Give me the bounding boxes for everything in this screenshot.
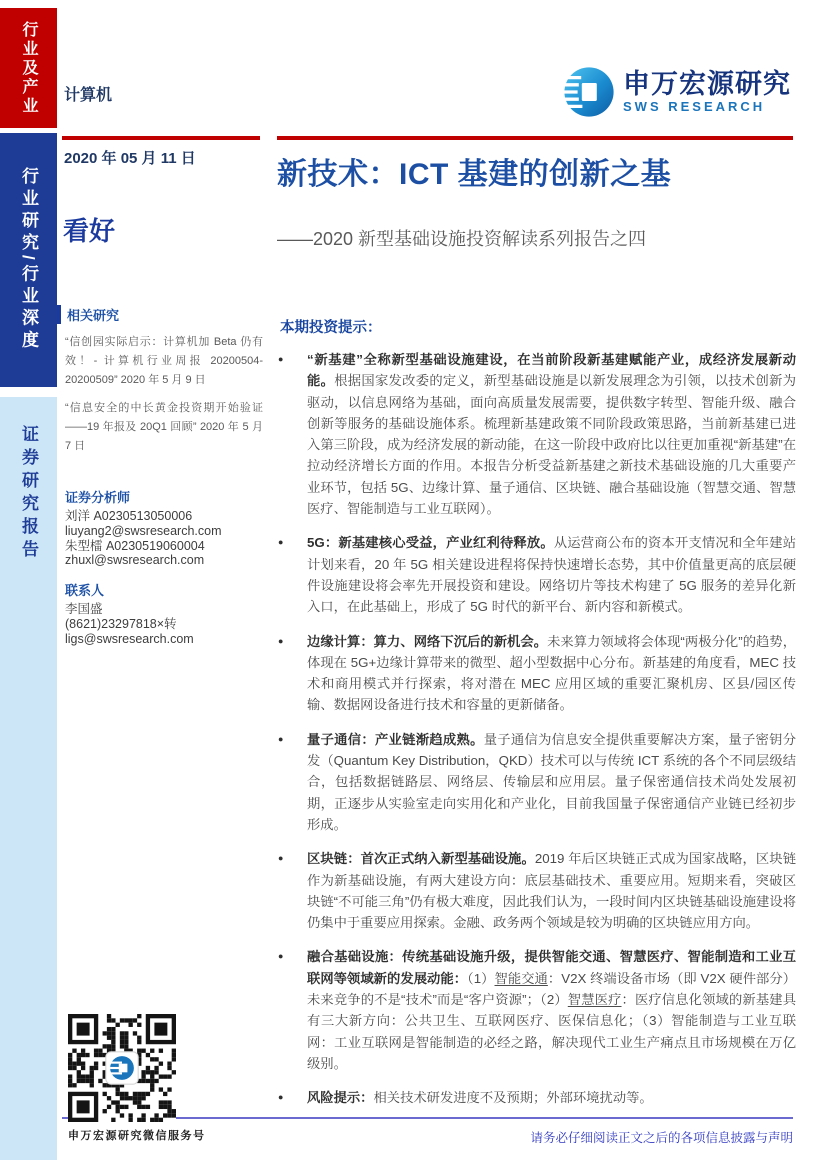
analyst-list bbox=[65, 509, 265, 568]
bullet-segment: 量子通信为信息安全提供重要解决方案，量子密钥分发（Quantum Key Distribution，QKD）技术可以与传统 ICT 系统的各个不同层级结合，包括数据链路层、网络层、传输层和应用层。量子保密通信技术尚处发展初期，正逐步从实验室走向实用化和产业化，目前我国量子保密通信产业链已经初步形成。 bbox=[307, 731, 797, 832]
analyst-line: 朱型檑 A0230519060004 bbox=[65, 538, 205, 553]
bullet-segment: 智慧医疗 bbox=[567, 992, 622, 1008]
bullet-segment: 5G：新基建核心受益，产业红利待释放。 bbox=[307, 535, 554, 551]
industry-label: 计算机 bbox=[64, 87, 113, 104]
sidebar-band-industry bbox=[0, 8, 57, 128]
related-research-item: “信创园实际启示：计算机加 Beta 仍有效！- 计算机行业周报 20200504-20200509” 2020 年 5 月 9 日 bbox=[65, 336, 263, 386]
sws-globe-icon bbox=[556, 62, 616, 122]
sws-logo-text bbox=[623, 70, 791, 113]
red-divider-right bbox=[277, 136, 793, 140]
bullet-item bbox=[277, 946, 796, 1074]
contact-line: ligs@swsresearch.com bbox=[65, 631, 194, 646]
sidebar-band-report-type bbox=[0, 397, 57, 1160]
bullet-segment: （1） bbox=[467, 970, 495, 986]
contact-title: 联系人 bbox=[65, 583, 105, 598]
analyst-title: 证券分析师 bbox=[65, 490, 131, 505]
footer-disclaimer: 请务必仔细阅读正文之后的各项信息披露与声明 bbox=[530, 1131, 793, 1145]
red-divider-left bbox=[62, 136, 260, 140]
bullet-item bbox=[277, 1087, 796, 1108]
related-research-section bbox=[57, 305, 263, 455]
related-research-list bbox=[57, 333, 263, 455]
report-title: 新技术：ICT 基建的创新之基 bbox=[277, 158, 672, 191]
bullet-segment: 区块链：首次正式纳入新型基础设施。 bbox=[307, 851, 535, 867]
tips-list bbox=[277, 349, 796, 1122]
contact-list bbox=[65, 602, 265, 646]
related-research-title: 相关研究 bbox=[57, 305, 263, 324]
bullet-item bbox=[277, 631, 796, 716]
rating-label: 看好 bbox=[63, 216, 116, 246]
bullet-segment: 风险提示： bbox=[307, 1090, 374, 1106]
sidebar-band-report-type-label: 证券研究报告 bbox=[19, 425, 38, 563]
bullet-item bbox=[277, 532, 796, 617]
qr-code bbox=[68, 1014, 176, 1122]
analyst-section bbox=[65, 487, 265, 646]
sidebar-band-research-type bbox=[0, 133, 57, 387]
bullet-segment: 智能交通 bbox=[494, 970, 548, 986]
bullet-segment: 未来算力领域将会体现“两极分化”的趋势，体现在 5G+边缘计算带来的微型、超小型数据中心分布。新基建的角度看，MEC 技术和商用模式并行探索，将对潜在 MEC 应用区域的重要汇聚机房、区县/园区传输、数据网设备进行技术和容量的更新储备。 bbox=[307, 633, 797, 713]
bullet-item bbox=[277, 848, 796, 933]
qr-code-icon bbox=[68, 1014, 176, 1122]
bullet-segment: 融合基础设施：传统基础设施升级，提供智能交通、智慧医疗、智能制造和工业互联网等领域新的发展动能： bbox=[307, 949, 796, 986]
bullet-segment: “新基建”全称新型基础设施建设，在当前阶段新基建赋能产业，成经济发展新动能。 bbox=[307, 352, 796, 389]
contact-line: (8621)23297818×转 bbox=[65, 616, 177, 631]
investment-tips-title: 本期投资提示： bbox=[280, 320, 382, 336]
sws-logo bbox=[556, 62, 791, 122]
qr-caption: 申万宏源研究微信服务号 bbox=[68, 1130, 206, 1142]
bullet-segment: ：V2X 终端设备市场（即 V2X 硬件部分）未来竞争的不是“技术”而是“客户资源”；（2） bbox=[307, 970, 797, 1008]
report-subtitle: ——2020 新型基础设施投资解读系列报告之四 bbox=[277, 229, 647, 249]
bullet-item bbox=[277, 349, 796, 519]
bullet-item bbox=[277, 729, 796, 835]
report-date: 2020 年 05 月 11 日 bbox=[64, 150, 196, 167]
sidebar-band-industry-label: 行业及产业 bbox=[20, 20, 37, 116]
contact-line: 李国盛 bbox=[65, 602, 103, 616]
bullet-segment: 根据国家发改委的定义，新型基础设施是以新发展理念为引领，以技术创新为驱动，以信息网络为基础，面向高质量发展需要，提供数字转型、智能升级、融合创新等服务的基础设施体系。梳理新基建政策不同阶段政策思路，当前新基建已进入第三阶段，成为经济发展的新动能，在这一阶段中政府比以往更加重视“新基建”在拉动经济增长方面的作用。本报告分析受益新基建之新技术基础设施的几大重要产业环节，包括 5G、边缘计算、量子通信、区块链、融合基础设施（智慧交通、智慧医疗、智能制造与工业互联网）。 bbox=[307, 373, 797, 517]
related-research-item: “信息安全的中长黄金投资期开始验证——19 年报及 20Q1 回顾” 2020 年 5 月 7 日 bbox=[65, 401, 263, 452]
analyst-line: 刘洋 A0230513050006 bbox=[65, 509, 193, 523]
bullet-segment: 相关技术研发进度不及预期；外部环境扰动等。 bbox=[373, 1090, 653, 1106]
bullet-segment: ：医疗信息化领域的新基建具有三大新方向：公共卫生、互联网医疗、医保信息化；（3）智能制造与工业互联网：工业互联网是智能制造的必经之路，解决现代工业生产痛点且市场规模在万亿级别。 bbox=[307, 992, 796, 1071]
analyst-line: zhuxl@swsresearch.com bbox=[65, 553, 205, 568]
bullet-segment: 边缘计算：算力、网络下沉后的新机会。 bbox=[307, 633, 548, 649]
sidebar-band-research-type-label: 行业研究/行业深度 bbox=[19, 167, 38, 353]
analyst-line: liuyang2@swsresearch.com bbox=[65, 523, 222, 538]
bullet-segment: 量子通信：产业链渐趋成熟。 bbox=[307, 731, 484, 747]
sws-logo-en: SWS RESEARCH bbox=[623, 98, 766, 114]
bullet-segment: 2019 年后区块链正式成为国家战略，区块链作为新基础设施，有两大建设方向：底层基础技术、重要应用。短期来看，突破区块链“不可能三角”仍有极大难度，因此我们认为，一段时间内区块链基础设施建设将仍集中于重要应用探索。金融、政务两个领域是较为明确的区块链应用方向。 bbox=[307, 851, 796, 931]
bullet-segment: 从运营商公布的资本开支情况和全年建站计划来看，20 年 5G 相关建设进程将保持快速增长态势，其中价值量更高的底层硬件设施建设将会率先开展投资和建设。网络切片等技术构建了 5G 服务的差异化新入口，在此基础上，形成了 5G 时代的新平台、新内容和新模式。 bbox=[307, 535, 797, 615]
sws-logo-cn: 申万宏源研究 bbox=[623, 69, 791, 100]
